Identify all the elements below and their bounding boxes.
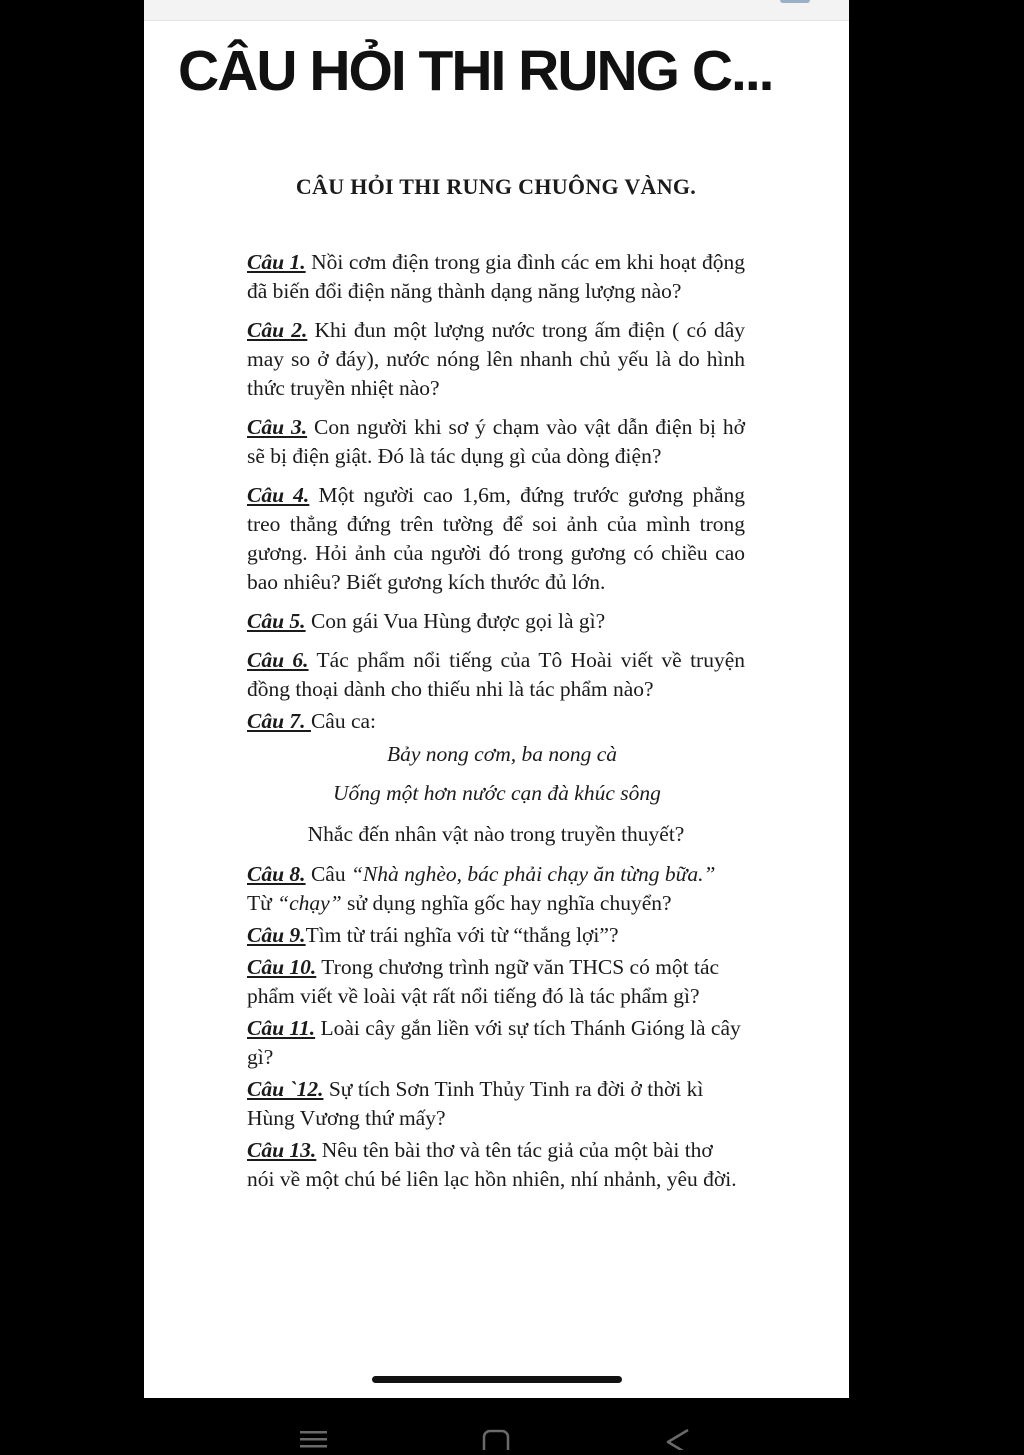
question-12 (247, 1075, 745, 1133)
question-text: Từ (247, 891, 278, 915)
question-label: Câu 8. (247, 862, 306, 886)
question-text: Con người khi sơ ý chạm vào vật dẫn điện bị hở sẽ bị điện giật. Đó là tác dụng gì của dòng điện? (247, 415, 745, 468)
question-label: Câu 10. (247, 955, 317, 979)
question-text: Trong chương trình ngữ văn THCS có một tác phẩm viết về loài vật rất nổi tiếng đó là tác phẩm gì? (247, 955, 720, 1008)
question-9 (247, 921, 745, 950)
gesture-home-bar[interactable] (372, 1376, 622, 1383)
question-text: Câu ca: (310, 709, 377, 733)
question-text: Tác phẩm nổi tiếng của Tô Hoài viết về truyện đồng thoại dành cho thiếu nhi là tác phẩm nào? (247, 648, 745, 701)
question-10 (247, 953, 745, 1011)
question-quote: “Nhà nghèo, bác phải chạy ăn từng bữa.” (350, 862, 716, 886)
question-3 (247, 413, 745, 471)
question-13 (247, 1136, 745, 1194)
question-text: Nồi cơm điện trong gia đình các em khi hoạt động đã biến đổi điện năng thành dạng năng lượng nào? (247, 250, 745, 303)
question-text: Loài cây gắn liền với sự tích Thánh Gióng là cây gì? (247, 1016, 741, 1069)
question-text: Câu (305, 862, 351, 886)
document-heading: CÂU HỎI THI RUNG CHUÔNG VÀNG. (295, 174, 697, 199)
question-text: sử dụng nghĩa gốc hay nghĩa chuyển? (341, 891, 672, 915)
question-5 (247, 607, 745, 636)
toolbar-tab-indicator[interactable] (780, 0, 810, 3)
question-7-followup: Nhắc đến nhân vật nào trong truyền thuyết? (307, 822, 685, 846)
question-label: Câu 2. (247, 318, 308, 342)
question-label: Câu 1. (247, 250, 306, 274)
question-label: Câu 3. (247, 415, 308, 439)
verse-line-2: Uống một hơn nước cạn đà khúc sông (333, 781, 661, 805)
question-2 (247, 316, 745, 403)
question-text: Con gái Vua Hùng được gọi là gì? (305, 609, 606, 633)
question-4 (247, 481, 745, 597)
question-1 (247, 248, 745, 306)
question-text: Nêu tên bài thơ và tên tác giả của một bài thơ nói về một chú bé liên lạc hồn nhiên, nhí nhảnh, yêu đời. (247, 1138, 737, 1191)
question-label: Câu 5. (247, 609, 306, 633)
question-text: Sự tích Sơn Tinh Thủy Tinh ra đời ở thời kì Hùng Vương thứ mấy? (247, 1077, 704, 1130)
document-viewer[interactable] (144, 0, 849, 1398)
question-8 (247, 860, 745, 918)
question-label: Câu 11. (247, 1016, 316, 1040)
document-title: CÂU HỎI THI RUNG C... (178, 39, 773, 103)
question-label: Câu 13. (247, 1138, 317, 1162)
question-6 (247, 646, 745, 704)
question-label: Câu 7. (247, 709, 311, 733)
document-content (247, 172, 745, 1197)
question-text: Một người cao 1,6m, đứng trước gương phẳng treo thẳng đứng trên tường để soi ảnh của mình trong gương. Hỏi ảnh của người đó trong gương có chiều cao bao nhiêu? Biết gương kích thước đủ lớn. (247, 483, 745, 594)
question-label: Câu 9. (247, 923, 306, 947)
question-label: Câu 4. (247, 483, 310, 507)
system-navigation-bar (0, 1398, 1024, 1450)
back-icon[interactable] (664, 1428, 692, 1450)
home-icon[interactable] (482, 1428, 510, 1450)
question-label: Câu `12. (247, 1077, 324, 1101)
question-11 (247, 1014, 745, 1072)
question-7 (247, 707, 745, 736)
question-text: Tìm từ trái nghĩa với từ “thắng lợi”? (305, 923, 619, 947)
menu-icon[interactable] (300, 1428, 328, 1450)
verse-line-1: Bảy nong cơm, ba nong cà (387, 742, 618, 766)
question-text: Khi đun một lượng nước trong ấm điện ( có dây may so ở đáy), nước nóng lên nhanh chủ yếu là do hình thức truyền nhiệt nào? (247, 318, 745, 400)
question-label: Câu 6. (247, 648, 309, 672)
viewer-top-bar (144, 0, 849, 21)
question-word: “chạy” (277, 891, 342, 915)
